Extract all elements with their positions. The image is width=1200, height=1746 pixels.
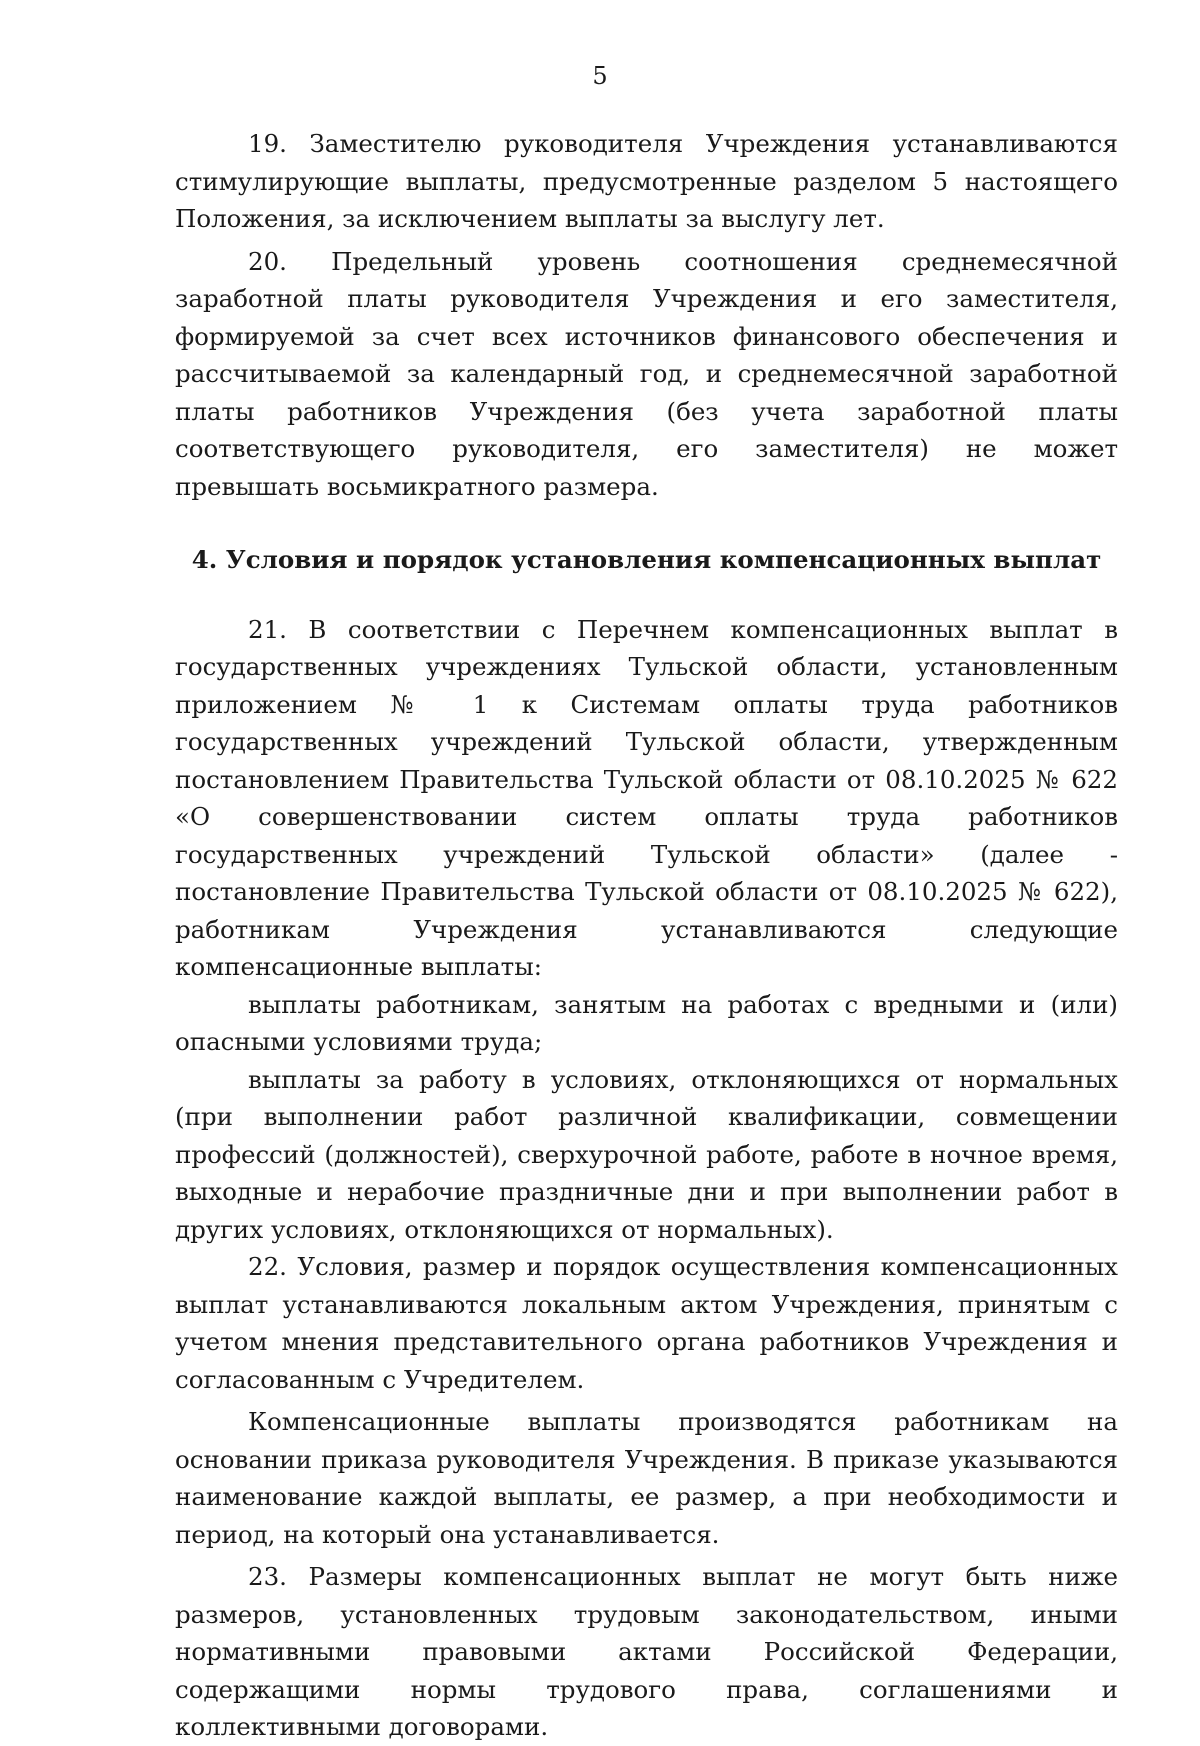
paragraph-21: 21. В соответствии с Перечнем компенсационных выплат в государственных учреждениях Тульской области, установленным приложением № 1 к Системам оплаты труда работников государственных учреждений Тульской области, утвержденным постановлением Правительства Тульской области от 08.10.2025 № 622 «О совершенствовании систем оплаты труда работников государственных учреждений Тульской области» (далее - постановление Правительства Тульской области от 08.10.2025 № 622), работникам Учреждения устанавливаются следующие компенсационные выплаты: xyxy=(175,614,1118,981)
paragraph-19: 19. Заместителю руководителя Учреждения устанавливаются стимулирующие выплаты, предусмотренные разделом 5 настоящего Положения, за исключением выплаты за выслугу лет. xyxy=(175,129,1118,233)
paragraph-20: 20. Предельный уровень соотношения среднемесячной заработной платы руководителя Учреждения и его заместителя, формируемой за счет всех источников финансового обеспечения и рассчитываемой за календарный год, и среднемесячной заработной платы работников Учреждения (без учета заработной платы соответствующего руководителя, его заместителя) не может превышать восьмикратного размера. xyxy=(175,246,1118,501)
list-item-abnormal-conditions: выплаты за работу в условиях, отклоняющихся от нормальных (при выполнении работ различной квалификации, совмещении профессий (должностей), сверхурочной работе, работе в ночное время, выходные и нерабочие праздничные дни и при выполнении работ в других условиях, отклоняющихся от нормальных). xyxy=(175,1064,1118,1244)
page-number: 5 xyxy=(592,62,608,90)
section-heading: 4. Условия и порядок установления компенсационных выплат xyxy=(191,545,1102,574)
paragraph-22: 22. Условия, размер и порядок осуществления компенсационных выплат устанавливаются локальным актом Учреждения, принятым с учетом мнения представительного органа работников Учреждения и согласованным с Учредителем. xyxy=(175,1252,1118,1394)
list-item-harmful-conditions: выплаты работникам, занятым на работах с вредными и (или) опасными условиями труда; xyxy=(175,989,1118,1056)
paragraph-23: 23. Размеры компенсационных выплат не могут быть ниже размеров, установленных трудовым законодательством, иными нормативными правовыми актами Российской Федерации, содержащими нормы трудового права, соглашениями и коллективными договорами. xyxy=(175,1562,1118,1741)
document-body xyxy=(175,125,1118,1746)
paragraph-compensation-order: Компенсационные выплаты производятся работникам на основании приказа руководителя Учреждения. В приказе указываются наименование каждой выплаты, ее размер, а при необходимости и период, на который она устанавливается. xyxy=(175,1407,1118,1549)
